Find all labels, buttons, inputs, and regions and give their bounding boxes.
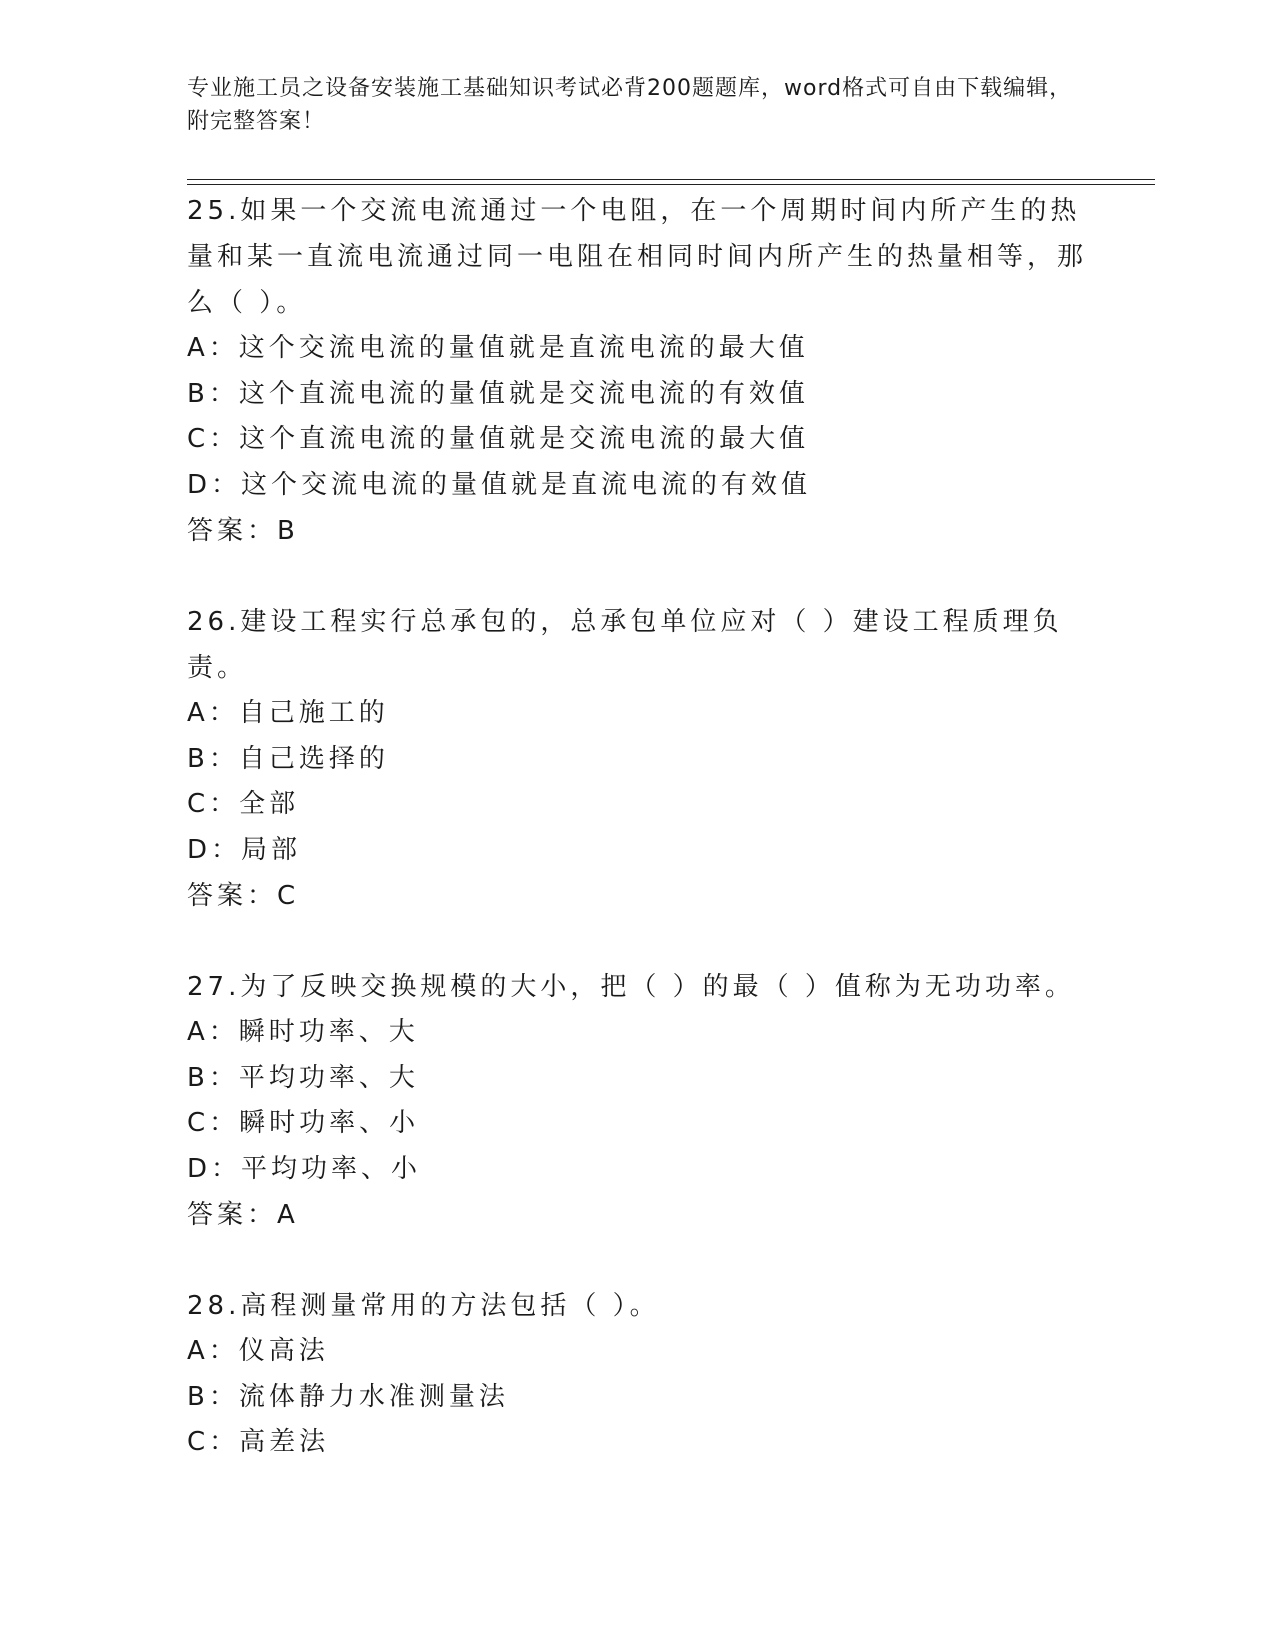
answer-line: 答案：B: [187, 516, 299, 546]
option-b: B：平均功率、大: [187, 1062, 419, 1093]
question-28: [187, 1283, 1087, 1466]
answer-line: 答案：C: [187, 881, 300, 911]
option-a: A：瞬时功率、大: [187, 1017, 419, 1047]
option-c: C：这个直流电流的量值就是交流电流的最大值: [187, 424, 810, 454]
question-26: [187, 599, 1087, 919]
option-b: B：这个直流电流的量值就是交流电流的有效值: [187, 378, 809, 409]
option-a: A：仪高法: [187, 1336, 329, 1366]
question-list: [187, 188, 1087, 1511]
option-d: D：平均功率、小: [187, 1153, 422, 1184]
option-c: C：高差法: [187, 1427, 330, 1457]
question-25: [187, 188, 1087, 554]
document-title: 专业施工员之设备安装施工基础知识考试必背200题题库，word格式可自由下载编辑，附完整答案！: [187, 76, 1073, 134]
option-d: D：这个交流电流的量值就是直流电流的有效值: [187, 469, 812, 500]
option-b: B：流体静力水准测量法: [187, 1381, 509, 1412]
question-text: 25.如果一个交流电流通过一个电阻，在一个周期时间内所产生的热量和某一直流电流通过同一电阻在相同时间内所产生的热量相等，那么（ ）。: [187, 196, 1088, 318]
document-header: [187, 72, 1077, 138]
option-c: C：瞬时功率、小: [187, 1108, 420, 1138]
option-d: D：局部: [187, 834, 302, 865]
header-divider-bottom: [187, 184, 1155, 185]
header-divider-top: [187, 179, 1155, 180]
option-a: A：这个交流电流的量值就是直流电流的最大值: [187, 333, 809, 363]
answer-line: 答案：A: [187, 1200, 299, 1230]
option-c: C：全部: [187, 789, 300, 819]
option-b: B：自己选择的: [187, 743, 389, 774]
question-27: [187, 964, 1087, 1238]
option-a: A：自己施工的: [187, 698, 389, 728]
question-text: 28.高程测量常用的方法包括（ ）。: [187, 1291, 660, 1321]
question-text: 26.建设工程实行总承包的，总承包单位应对（ ）建设工程质理负责。: [187, 607, 1063, 683]
question-text: 27.为了反映交换规模的大小，把（ ）的最（ ）值称为无功功率。: [187, 972, 1075, 1002]
